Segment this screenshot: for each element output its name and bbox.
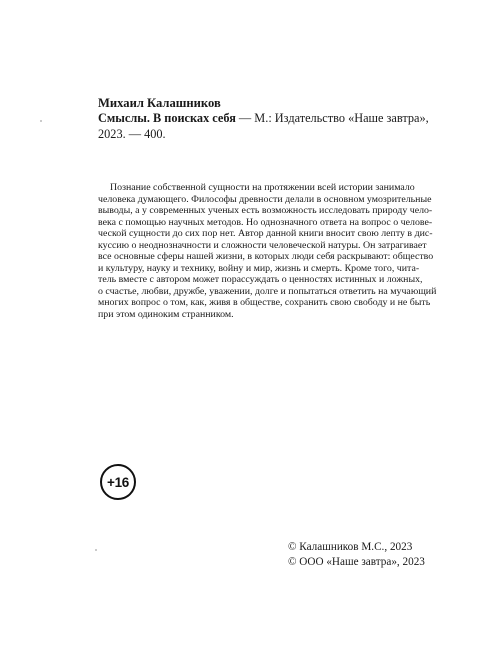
annotation-line: при этом одиноким странником. [98,308,234,320]
author-name: Михаил Калашников [98,96,221,110]
copyright-publisher: © ООО «Наше завтра», 2023 [288,555,425,568]
publisher-imprint: — М.: Издательство «Наше завтра», [235,111,429,125]
age-rating-badge: +16 [100,464,136,500]
annotation-line: куссию о неоднозначности и сложности человеческой натуры. Он затрагивает [98,239,427,251]
year-pages: 2023. — 400. [98,127,166,141]
annotation-line: Познание собственной сущности на протяжении всей истории занимало [110,182,415,193]
annotation-line: и культуру, науку и технику, войну и мир, жизнь и смерть. Кроме того, чита- [98,262,420,274]
annotation-line: о счастье, любви, дружбе, уважении, долге и попытаться ответить на мучающий [98,285,437,297]
book-annotation [98,182,437,320]
book-title: Смыслы. В поисках себя [98,111,236,125]
copyright-author: © Калашников М.С., 2023 [288,541,413,553]
annotation-line: ческой сущности до сих пор нет. Автор данной книги вносит свою лепту в дис- [98,228,433,239]
paper-speck [40,120,42,122]
annotation-line: тель вместе с автором может порассуждать о ценностях истинных и ложных, [98,274,423,285]
annotation-line: века с помощью научных методов. Но однозначного ответа на вопрос о челове- [98,216,433,228]
annotation-line: выводы, а у современных ученых есть возможность исследовать природу чело- [98,205,433,216]
paper-speck [95,549,97,551]
bibliographic-record [98,110,433,142]
annotation-line: человека думающего. Философы древности делали в основном умозрительные [98,193,432,205]
annotation-line: все основные сферы нашей жизни, в которых люди себя раскрывают: общество [98,251,434,262]
copyright-notice [288,540,458,569]
annotation-line: многих вопрос о том, как, живя в обществе, сохранить свою свободу и не быть [98,297,431,308]
